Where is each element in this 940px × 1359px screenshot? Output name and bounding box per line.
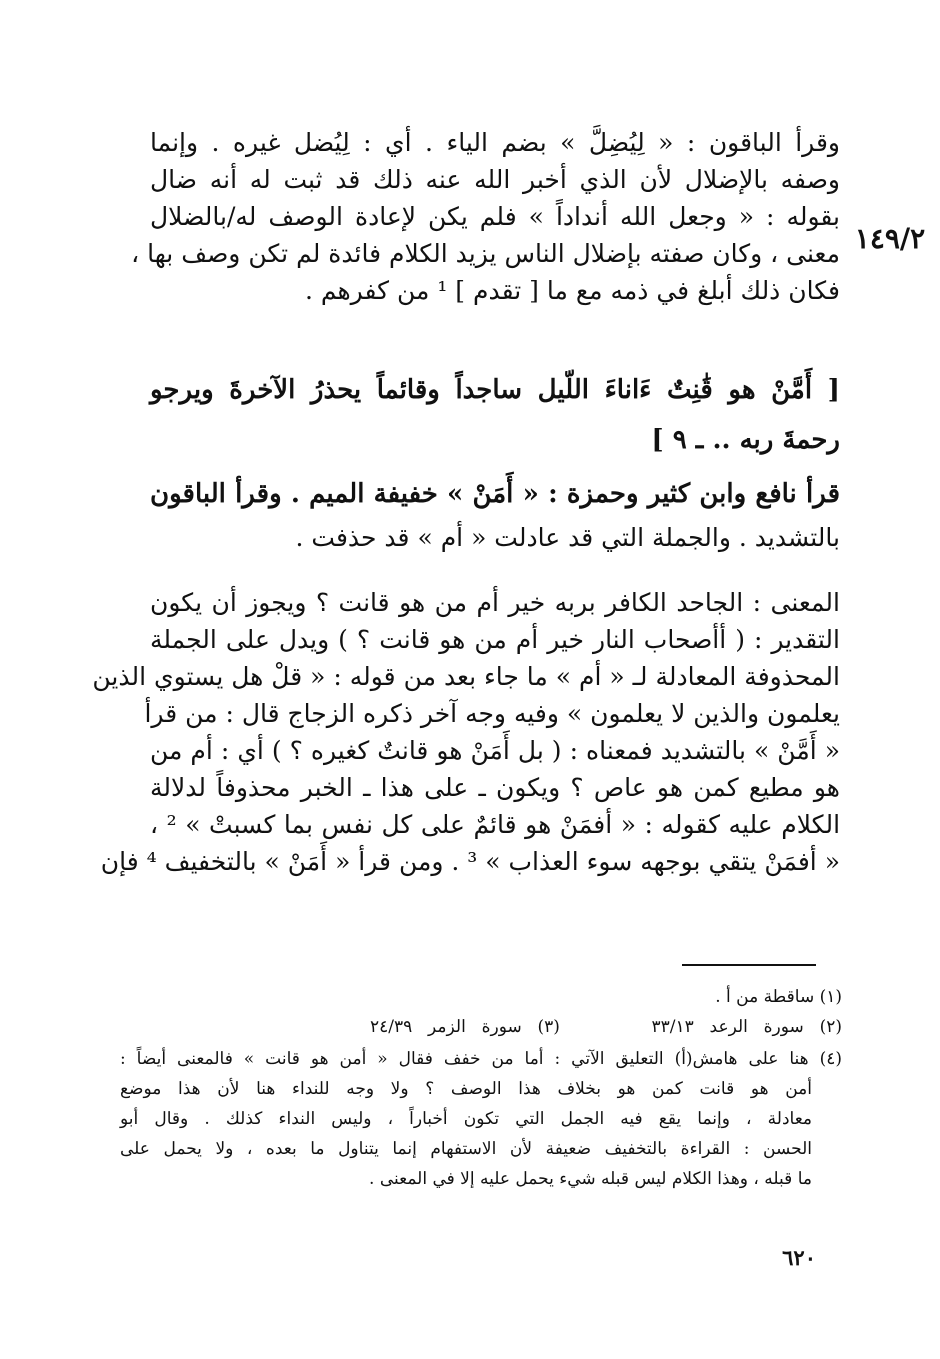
paragraph-1 — [131, 124, 840, 309]
page-number: ٦٢٠ — [782, 1245, 816, 1270]
text-line: فكان ذلك أبلغ في ذمه مع ما [ تقدم ] ¹ من كفرهم . — [304, 276, 840, 305]
text-line: الكلام عليه كقوله : « أفمَنْ هو قائمٌ على كل نفس بما كسبتْ » ² ، — [150, 810, 841, 839]
verse-line: رحمةَ ربه .. ـ ٩ ] — [651, 425, 840, 455]
text-line: « أفمَنْ يتقي بوجهه سوء العذاب » ³ . ومن قرأ « أَمَنْ » بالتخفيف ⁴ فإن — [100, 847, 840, 876]
footnote-line: (٤) هنا على هامش(أ) التعليق الآتي : أما من خفف فقال « أمن هو قانت » فالمعنى أيضاً : — [120, 1049, 842, 1069]
footnote-divider — [682, 964, 816, 966]
text-line: معنى ، وكان صفته بإضلال الناس يزيد الكلام فائدة لم تكن وصف بها ، — [131, 239, 840, 268]
footnote-line: (١) ساقطة من أ . — [715, 987, 842, 1007]
text-line: بقوله : « وجعل الله أنداداً » فلم يكن لإعادة الوصف له/بالضلال — [150, 202, 840, 231]
text-line: وقرأ الباقون : « لِيُضِلَّ » بضم الياء . أي : لِيُضل غيره . وإنما — [150, 128, 840, 157]
text-line: التقدير : ( أأصحاب النار خير أم من هو قانت ؟ ) ويدل على الجملة — [150, 625, 840, 654]
footnote-line: معادلة ، وإنما يقع فيه الجمل التي تكون أخباراً ، وليس النداء كذلك . وقال أبو — [120, 1109, 812, 1129]
footnote-3: (٣) سورة الزمر ٢٤/٣٩ — [370, 1017, 560, 1037]
paragraph-readings — [150, 476, 840, 556]
text-line: قرأ نافع وابن كثير وحمزة : « أَمَنْ » خفيفة الميم . وقرأ الباقون — [150, 479, 840, 509]
quran-verse — [150, 372, 840, 459]
text-line: المحذوفة المعادلة لـ « أم » ما جاء بعد من قوله : « قلْ هل يستوي الذين — [92, 662, 840, 691]
text-line: هو مطيع كمن هو عاص ؟ ويكون ـ على هذا ـ الخبر محذوفاً لدلالة — [150, 773, 840, 802]
text-line: المعنى : الجاحد الكافر بربه خير أم من هو قانت ؟ ويجوز أن يكون — [150, 588, 840, 617]
text-line: يعلمون والذين لا يعلمون » وفيه وجه آخر ذكره الزجاج قال : من قرأ — [144, 699, 840, 728]
footnote-line: ما قبله ، وهذا الكلام ليس قبله شيء يحمل عليه إلا في المعنى . — [369, 1169, 812, 1189]
verse-line: [ أَمَّنْ هو قَٰنِتٌ ءَاناءَ اللّيل ساجداً وقائماً يحذرُ الآخرةَ ويرجو — [150, 375, 840, 405]
margin-reference: ١٤٩/٢ — [854, 222, 926, 255]
text-line: وصفه بالإضلال لأن الذي أخبر الله عنه ذلك قد ثبت له أنه ضال — [150, 165, 840, 194]
paragraph-meaning — [92, 584, 841, 880]
footnote-2-3 — [370, 1012, 842, 1042]
footnote-line: الحسن : القراءة بالتخفيف ضعيفة لأن الاستفهام إنما يتناول ما بعده ، ولا يحمل على — [120, 1139, 812, 1159]
footnote-2: (٢) سورة الرعد ٣٣/١٣ — [651, 1017, 842, 1037]
text-line: بالتشديد . والجملة التي قد عادلت « أم » قد حذفت . — [295, 523, 840, 552]
footnote-1 — [120, 982, 842, 1012]
footnote-4 — [120, 1044, 842, 1194]
text-line: « أَمَّنْ » بالتشديد فمعناه : ( بل أَمَنْ هو قانتٌ كغيره ؟ ) أي : أم من — [150, 736, 840, 765]
footnote-line: أمن هو قانت كمن هو بخلاف هذا الوصف ؟ ولا وجه للنداء هنا لأن هذا موضع — [120, 1079, 812, 1099]
